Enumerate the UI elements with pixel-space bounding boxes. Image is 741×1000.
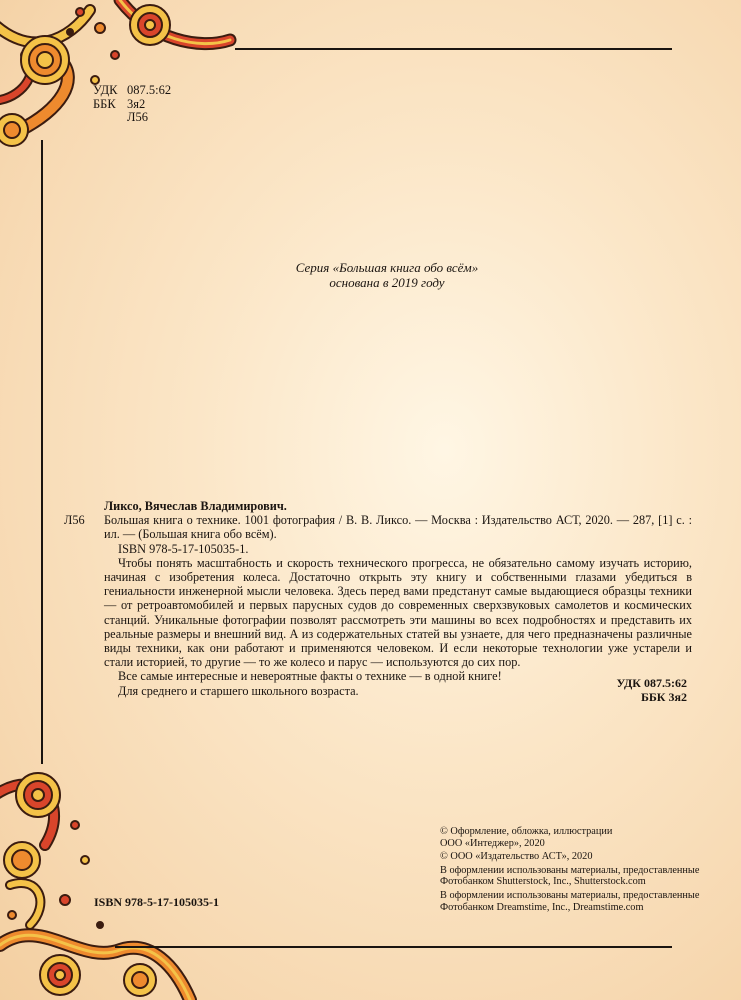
copyright-dreamstime (440, 890, 699, 913)
copyright-shutterstock (440, 865, 699, 888)
classification-top (93, 84, 171, 125)
tagline: Все самые интересные и невероятные факты о технике — в одной книге! (118, 669, 502, 684)
shutterstock-line-1: В оформлении использованы материалы, предоставленные (440, 864, 700, 876)
series-statement (200, 260, 574, 290)
copyright-design (440, 826, 699, 849)
author-heading: Ликсо, Вячеслав Владимирович. (104, 499, 287, 513)
udk-label: УДК (93, 83, 118, 97)
shutterstock-line-2: Фотобанком Shutterstock, Inc., Shutterstock.com (440, 876, 646, 888)
dreamstime-line-1: В оформлении использованы материалы, предоставленные (440, 889, 700, 901)
dreamstime-line-2: Фотобанком Dreamstime, Inc., Dreamstime.com (440, 901, 644, 913)
bibliographic-record (58, 499, 692, 698)
series-line-2: основана в 2019 году (329, 275, 445, 290)
left-rule (41, 140, 43, 764)
classification-bottom (616, 676, 687, 704)
bbk-label: ББК (93, 96, 116, 111)
copyright-design-line-2: ООО «Интеджер», 2020 (440, 837, 545, 849)
udk-bottom: УДК 087.5:62 (616, 676, 687, 690)
series-line-1: Серия «Большая книга обо всём» (295, 260, 479, 275)
title-line: Большая книга о технике. 1001 фотография / В. В. Ликсо. — Москва : Издательство АСТ, 2020. — 287, [1] с. : ил. — (Большая книга обо всём). (104, 513, 692, 542)
udk-row (93, 84, 171, 98)
ornament-top-left (0, 0, 240, 160)
bbk-bottom: ББК 3я2 (640, 690, 687, 704)
annotation: Чтобы понять масштабность и скорость технического прогресса, не обязательно самому изучать историю, начиная с изобретения колеса. Достаточно открыть эту книгу и собственными глазами убедиться в гениальности инженерной мысли человека. Здесь перед вами предстанут самые выдающиеся образцы техники — от ретроавтомобилей и первых парусных судов до современных сверхзвуковых самолетов и космических станций. Уникальные фотографии позволят рассмотреть эти машины во всех подробностях и представить их реальные размеры и внешний вид. А из содержательных статей вы узнаете, для чего предназначены различные виды техники, как они работают и применяются человеком. И если некоторые технологии уже устарели и стали историей, то другие — то же колесо и парус — используются до сих пор. (104, 555, 692, 670)
udk-value: 087.5:62 (127, 83, 172, 97)
copyright-publisher: © ООО «Издательство АСТ», 2020 (440, 851, 593, 863)
bbk-value: 3я2 (127, 96, 146, 111)
title-entry (58, 513, 692, 541)
isbn-line: ISBN 978-5-17-105035-1. (118, 541, 249, 556)
audience: Для среднего и старшего школьного возраста. (118, 683, 359, 698)
copyright-block (440, 826, 699, 915)
copyright-design-line-1: © Оформление, обложка, иллюстрации (440, 826, 613, 837)
bbk-row (93, 98, 171, 112)
author-mark-top: Л56 (127, 110, 148, 124)
isbn-bottom: ISBN 978-5-17-105035-1 (94, 895, 219, 909)
bottom-rule (115, 946, 672, 948)
author-mark: Л56 (64, 513, 85, 528)
top-rule (235, 48, 672, 50)
ornament-bottom-left (0, 765, 200, 1000)
